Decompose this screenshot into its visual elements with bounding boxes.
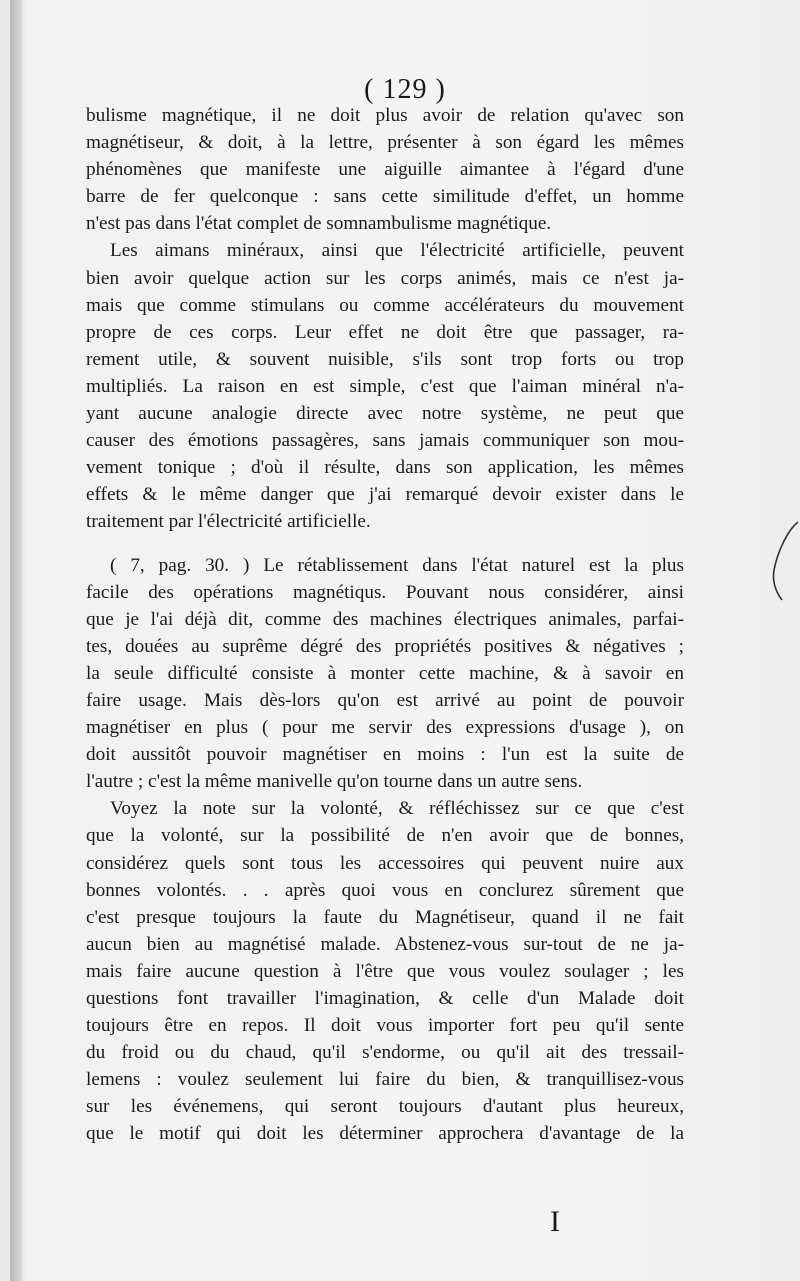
signature-mark: I [550,1205,560,1238]
text-line: l'autre ; c'est la même manivelle qu'on tourne dans un autre sens. [86,771,583,793]
text-line: traitement par l'électricité artificielle. [86,511,371,533]
text-line: vement tonique ; d'où il résulte, dans son application, les mêmes [86,457,684,479]
text-line: n'est pas dans l'état complet de somnambulisme magnétique. [86,213,552,235]
text-line: facile des opérations magnétiqus. Pouvant nous considérer, ainsi [86,581,684,603]
text-line: aucun bien au magnétisé malade. Abstenez-vous sur-tout de ne ja- [86,933,684,955]
paragraph-1 [86,102,684,237]
paragraph-4 [86,795,684,1147]
text-line: bien avoir quelque action sur les corps animés, mais ce n'est ja- [86,267,684,289]
text-line: tes, douées au suprême dégré des propriétés positives & négatives ; [86,635,684,657]
text-line: bulisme magnétique, il ne doit plus avoir de relation qu'avec son [86,105,684,126]
text-line: propre de ces corps. Leur effet ne doit être que passager, ra- [86,321,684,343]
text-line: toujours être en repos. Il doit vous importer fort peu qu'il sente [86,1015,684,1037]
text-line: sur les événemens, qui seront toujours d'autant plus heureux, [86,1096,684,1118]
text-line: que je l'ai déjà dit, comme des machines électriques animales, parfai- [86,608,684,630]
pencil-mark-icon [768,520,800,610]
text-line: causer des émotions passagères, sans jamais communiquer son mou- [86,430,684,452]
text-line: yant aucune analogie directe avec notre système, ne peut que [86,403,684,425]
page-number: ( 129 ) [364,74,446,105]
text-line: considérez quels sont tous les accessoires qui peuvent nuire aux [86,852,684,874]
paragraph-2 [86,237,684,535]
page-gutter [10,0,22,1281]
text-line: mais que comme stimulans ou comme accélérateurs du mouvement [86,294,684,316]
text-line: Voyez la note sur la volonté, & réfléchissez sur ce que c'est [110,798,684,820]
text-line: magnétiser en plus ( pour me servir des expressions d'usage ), on [86,717,684,739]
text-line: faire usage. Mais dès-lors qu'on est arrivé au point de pouvoir [86,689,684,711]
text-line: Les aimans minéraux, ainsi que l'électricité artificielle, peuvent [110,240,684,262]
text-line: lemens : voulez seulement lui faire du bien, & tranquillisez-vous [86,1069,684,1091]
text-line: c'est presque toujours la faute du Magnétiseur, quand il ne fait [86,906,684,928]
text-line: bonnes volontés. . . après quoi vous en conclurez sûrement que [86,879,684,901]
book-page [10,0,800,1281]
text-line: que le motif qui doit les déterminer approchera d'avantage de la [86,1123,684,1145]
text-line: questions font travailler l'imagination, & celle d'un Malade doit [86,988,684,1009]
text-line: phénomènes que manifeste une aiguille aimantee à l'égard d'une [86,159,684,181]
body-text [86,102,684,1148]
text-line: multipliés. La raison en est simple, c'est que l'aiman minéral n'a- [86,375,684,397]
text-line: barre de fer quelconque : sans cette similitude d'effet, un homme [86,186,684,208]
text-line: la seule difficulté consiste à monter cette machine, & à savoir en [86,662,684,684]
text-line: mais faire aucune question à l'être que vous voulez soulager ; les [86,960,684,982]
text-line: effets & le même danger que j'ai remarqué devoir exister dans le [86,484,684,506]
paragraph-3-note [86,552,684,796]
text-line: que la volonté, sur la possibilité de n'en avoir que de bonnes, [86,825,684,847]
text-line: magnétiseur, & doit, à la lettre, présenter à son égard les mêmes [86,132,684,154]
text-line: rement utile, & souvent nuisible, s'ils sont trop forts ou trop [86,348,684,370]
text-line: doit aussitôt pouvoir magnétiser en moins : l'un est la suite de [86,744,684,766]
text-line: du froid ou du chaud, qu'il s'endorme, ou qu'il ait des tressail- [86,1042,684,1064]
text-line: ( 7, pag. 30. ) Le rétablissement dans l'état naturel est la plus [110,554,684,576]
